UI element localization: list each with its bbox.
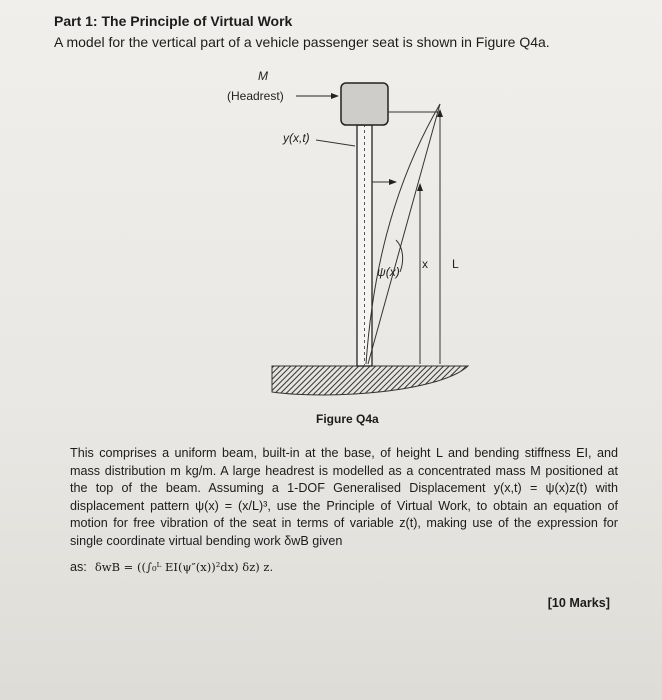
headrest-label: (Headrest): [227, 89, 284, 103]
mass-label: M: [258, 69, 268, 83]
part-number: Part 1:: [54, 13, 98, 29]
x-label: x: [422, 257, 428, 271]
part-heading: The Principle of Virtual Work: [101, 13, 293, 29]
length-label: L: [452, 257, 459, 271]
deflected-chord-line: [368, 104, 440, 364]
intro-text: A model for the vertical part of a vehicle passenger seat is shown in Figure Q4a.: [54, 34, 550, 50]
virtual-work-formula: δwB = ((∫₀ᴸ EI(ψ″(x))²dx) δz) z.: [94, 560, 274, 574]
marks-label: [10 Marks]: [547, 596, 610, 610]
virtual-work-expression: [70, 560, 273, 574]
ground-base: [272, 366, 468, 395]
figure-caption: Figure Q4a: [316, 412, 379, 426]
problem-statement: [70, 445, 618, 550]
shape-function-label: ψ(x): [377, 265, 400, 279]
as-label: as:: [70, 560, 87, 574]
deflection-label: y(x,t): [283, 131, 310, 145]
headrest-mass: [341, 83, 388, 125]
problem-paragraph: This comprises a uniform beam, built-in at the base, of height L and bending stiffness EI, and mass distribution m kg/m. A large headrest is modelled as a concentrated mass M positioned at the top of the beam. Assuming a 1-DOF Generalised Displacement y(x,t) = ψ(x)z(t) with displacement pattern ψ(x) = (x/L)³, use the Principle of Virtual Work, to obtain an equation of motion for free vibration of the seat in terms of variable z(t), making use of the expression for single coordinate virtual bending work δwB given: [70, 446, 618, 548]
deflection-leader: [316, 140, 355, 146]
